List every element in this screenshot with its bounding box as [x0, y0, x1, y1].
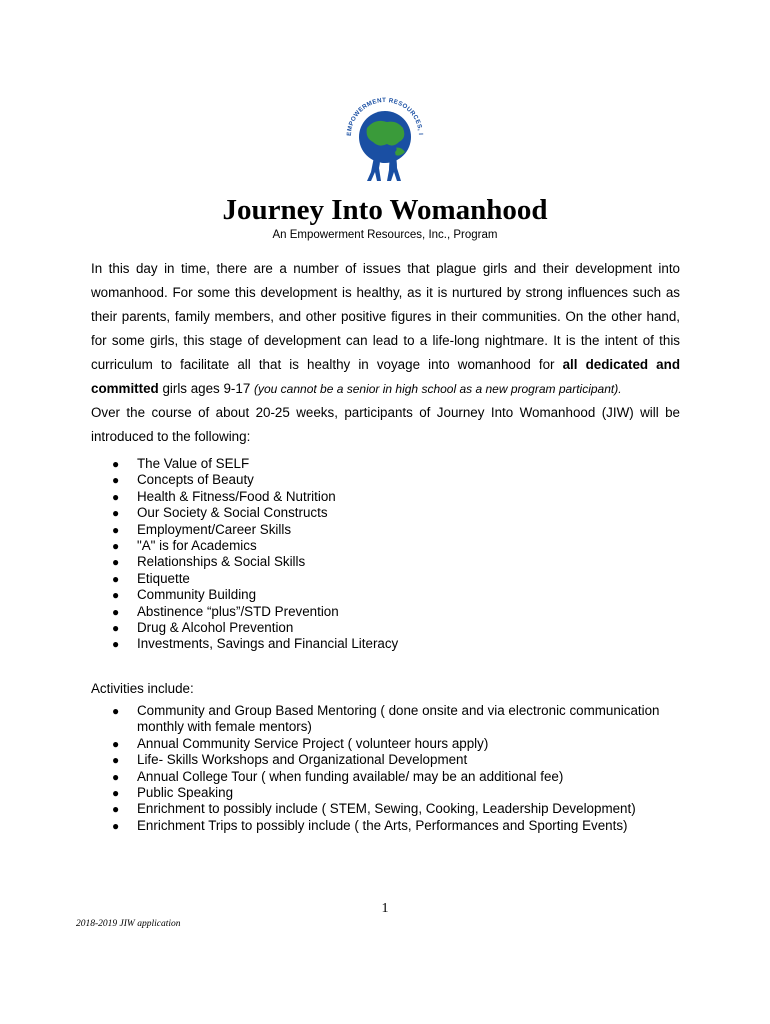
topic-item	[112, 456, 672, 472]
empowerment-resources-logo	[337, 82, 433, 184]
topic-item-text: Abstinence “plus”/STD Prevention	[137, 603, 339, 619]
topic-item-text: Concepts of Beauty	[137, 472, 254, 488]
activities-heading: Activities include:	[91, 681, 194, 696]
activity-item-text: Annual College Tour ( when funding available/ may be an additional fee)	[137, 768, 564, 784]
topic-item-text: The Value of SELF	[137, 456, 250, 471]
bullet-icon: ●	[112, 802, 120, 817]
page-number: 1	[381, 901, 389, 916]
bullet-icon: ●	[112, 489, 120, 504]
activity-item	[112, 769, 682, 785]
activity-item-text: Enrichment Trips to possibly include ( the Arts, Performances and Sporting Events)	[137, 817, 628, 833]
activity-item	[112, 703, 682, 736]
program-overview-paragraph: Over the course of about 20-25 weeks, participants of Journey Into Womanhood (JIW) will be introduced to the following:	[91, 405, 680, 444]
activity-item-text: Public Speaking	[137, 785, 234, 801]
bullet-icon: ●	[112, 753, 120, 768]
intro-paragraph	[91, 257, 680, 401]
bullet-icon: ●	[112, 786, 120, 801]
intro-text-after-bold: girls ages 9-17	[158, 381, 254, 396]
bullet-icon: ●	[112, 539, 120, 554]
activity-item-text: Enrichment to possibly include ( STEM, Sewing, Cooking, Leadership Development)	[137, 801, 636, 817]
topic-item-text: "A" is for Academics	[137, 538, 257, 554]
bullet-icon: ●	[112, 555, 120, 570]
bullet-icon: ●	[112, 621, 120, 636]
activity-item	[112, 818, 682, 834]
activity-item-text: Community and Group Based Mentoring ( done onsite and via electronic communication monthly with female mentors)	[137, 703, 660, 735]
topic-item-text: Drug & Alcohol Prevention	[137, 620, 294, 636]
topic-item	[112, 571, 672, 587]
topic-item-text: Our Society & Social Constructs	[137, 505, 328, 521]
intro-bold-text: all dedicated and committed	[91, 357, 680, 396]
topic-item-text: Relationships & Social Skills	[137, 554, 306, 570]
bullet-icon: ●	[112, 604, 120, 619]
activity-item	[112, 736, 682, 752]
svg-text:EMPOWERMENT RESOURCES, INC: EMPOWERMENT RESOURCES, I	[345, 96, 425, 137]
footer-text: 2018-2019 JIW application	[76, 919, 181, 929]
bullet-icon: ●	[112, 571, 120, 586]
topic-item	[112, 587, 672, 603]
activity-item	[112, 801, 682, 817]
topic-item-text: Etiquette	[137, 570, 190, 586]
intro-section	[91, 257, 680, 449]
topic-item-text: Health & Fitness/Food & Nutrition	[137, 488, 336, 504]
activity-item-text: Annual Community Service Project ( volunteer hours apply)	[137, 735, 489, 751]
topic-item	[112, 538, 672, 554]
activities-list	[112, 703, 682, 834]
bullet-icon: ●	[112, 769, 120, 784]
bullet-icon: ●	[112, 818, 120, 833]
bullet-icon: ●	[112, 736, 120, 751]
topic-item-text: Community Building	[137, 587, 257, 603]
bullet-icon: ●	[112, 637, 120, 652]
intro-note: (you cannot be a senior in high school as a new program participant).	[254, 382, 622, 396]
bullet-icon: ●	[112, 473, 120, 488]
topic-item	[112, 489, 672, 505]
intro-text: In this day in time, there are a number of issues that plague girls and their development into womanhood. For some this development is healthy, as it is nurtured by strong influences such as their parents, family members, and other positive figures in their communities. On the other hand, for some girls, this stage of development can lead to a life-long nightmare. It is the intent of this curriculum to facilitate all that is healthy in voyage into womanhood for	[91, 261, 680, 372]
topic-item	[112, 620, 672, 636]
topic-item	[112, 505, 672, 521]
topic-item-text: Investments, Savings and Financial Literacy	[137, 636, 399, 652]
topic-item	[112, 522, 672, 538]
topic-item-text: Employment/Career Skills	[137, 521, 292, 537]
topic-item	[112, 604, 672, 620]
bullet-icon: ●	[112, 588, 120, 603]
bullet-icon: ●	[112, 704, 120, 718]
topic-item	[112, 554, 672, 570]
activity-item	[112, 752, 682, 768]
activity-item	[112, 785, 682, 801]
bullet-icon: ●	[112, 506, 120, 521]
activity-item-text: Life- Skills Workshops and Organizational Development	[137, 752, 468, 768]
document-title: Journey Into Womanhood	[222, 194, 548, 226]
topics-list	[112, 456, 672, 653]
bullet-icon: ●	[112, 457, 120, 471]
topic-item	[112, 472, 672, 488]
topic-item	[112, 636, 672, 652]
document-subtitle: An Empowerment Resources, Inc., Program	[272, 229, 498, 241]
bullet-icon: ●	[112, 522, 120, 537]
